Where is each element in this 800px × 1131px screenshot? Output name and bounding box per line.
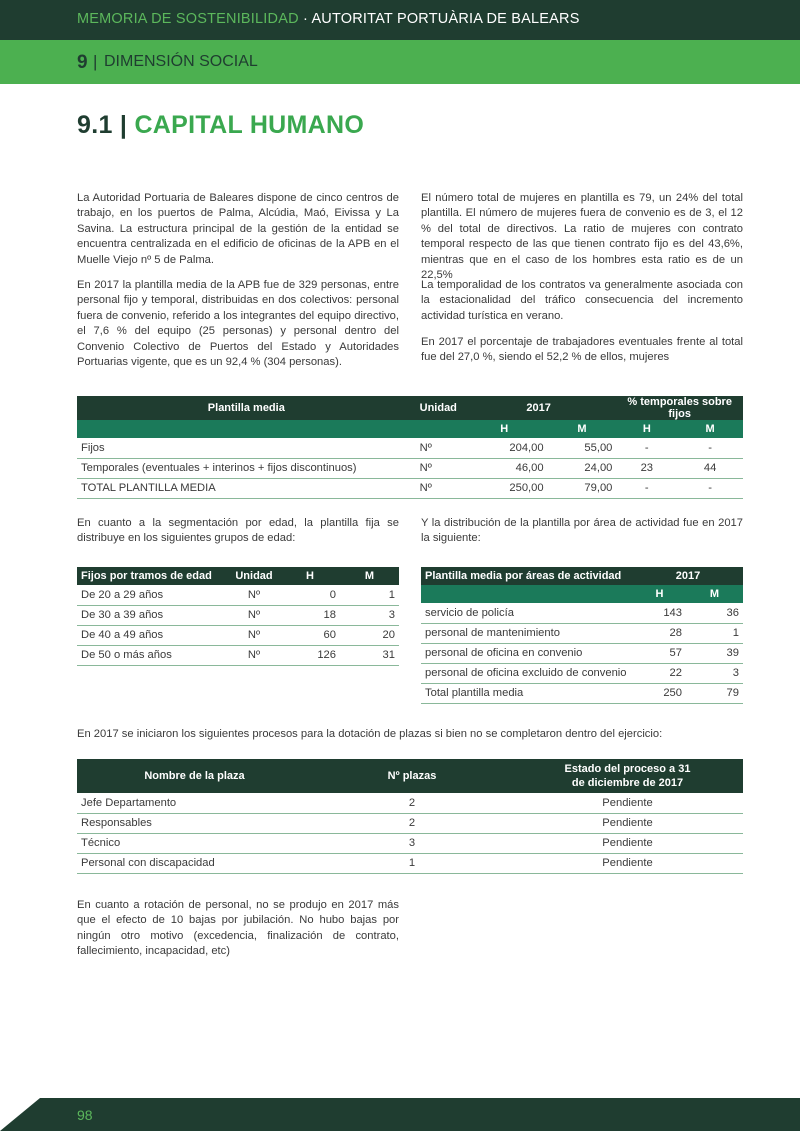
cell: - bbox=[616, 438, 677, 458]
cell: 36 bbox=[686, 603, 743, 623]
rotation-paragraph: En cuanto a rotación de personal, no se produjo en 2017 más que el efecto de 10 bajas por jubilación. No hubo bajas por ningún otro motivo (excedencia, finalización de contrato, fallecimiento, incapacidad, etc) bbox=[77, 899, 399, 958]
table-row bbox=[421, 643, 743, 663]
table-row bbox=[77, 645, 399, 665]
cell: 31 bbox=[340, 645, 399, 665]
intro-paragraph-2: En 2017 la plantilla media de la APB fue de 329 personas, entre personal fijo y temporal, distribuidas en dos colectivos: personal fuera de convenio, referido a los integrantes del equipo directivo, el 7,6 % del equipo (25 personas) y personal dentro del Convenio Colectivo de Puertos del Estado y Autoridades Portuarias vigente, que es un 92,4 % (304 personas). bbox=[77, 279, 399, 369]
table-header-row bbox=[77, 396, 743, 420]
cell: 39 bbox=[686, 643, 743, 663]
cell: De 30 a 39 años bbox=[77, 605, 228, 625]
document-title bbox=[77, 11, 580, 27]
table-row bbox=[77, 833, 743, 853]
column-subheader: M bbox=[686, 585, 743, 603]
cell: Temporales (eventuales + interinos + fijos discontinuos) bbox=[77, 458, 416, 478]
table-subheader-row bbox=[77, 420, 743, 438]
cell: 3 bbox=[312, 833, 512, 853]
table-row bbox=[77, 458, 743, 478]
column-header: Unidad bbox=[228, 567, 280, 585]
cell: 18 bbox=[280, 605, 340, 625]
cell: 3 bbox=[340, 605, 399, 625]
age-segmentation-text: En cuanto a la segmentación por edad, la plantilla fija se distribuye en los siguientes grupos de edad: bbox=[77, 517, 399, 545]
top-header-bar bbox=[0, 0, 800, 40]
subsection-heading bbox=[77, 111, 364, 140]
cell: 46,00 bbox=[461, 458, 548, 478]
report-name: MEMORIA DE SOSTENIBILIDAD bbox=[77, 11, 299, 27]
table-row bbox=[77, 793, 743, 813]
cell: 55,00 bbox=[548, 438, 617, 458]
column-header: Unidad bbox=[416, 396, 461, 420]
column-header: H bbox=[280, 567, 340, 585]
cell: - bbox=[616, 478, 677, 498]
cell: Nº bbox=[228, 605, 280, 625]
table-row bbox=[77, 605, 399, 625]
column-subheader: H bbox=[616, 420, 677, 438]
table-subheader-row bbox=[421, 585, 743, 603]
cell: De 20 a 29 años bbox=[77, 585, 228, 605]
table-header-row bbox=[77, 759, 743, 793]
column-header-line: de diciembre de 2017 bbox=[571, 777, 684, 789]
cell: Técnico bbox=[77, 833, 312, 853]
cell: Nº bbox=[228, 585, 280, 605]
cell: 22 bbox=[633, 663, 686, 683]
cell: 143 bbox=[633, 603, 686, 623]
cell: personal de oficina excluido de convenio bbox=[421, 663, 633, 683]
section-bar bbox=[0, 40, 800, 84]
column-subheader: M bbox=[548, 420, 617, 438]
cell: 250 bbox=[633, 683, 686, 703]
cell: Nº bbox=[416, 458, 461, 478]
cell: 2 bbox=[312, 813, 512, 833]
column-header: % temporales sobre fijos bbox=[616, 396, 743, 420]
cell: 1 bbox=[312, 853, 512, 873]
heading-divider: | bbox=[112, 111, 135, 139]
cell: Nº bbox=[416, 438, 461, 458]
column-subheader: H bbox=[633, 585, 686, 603]
cell: 250,00 bbox=[461, 478, 548, 498]
table-row bbox=[421, 683, 743, 703]
cell: Pendiente bbox=[512, 833, 743, 853]
temporality-paragraph: La temporalidad de los contratos va generalmente asociada con la estacionalidad del tráfico consecuencia del incremento actividad turística en verano. bbox=[421, 279, 743, 322]
plazas-table bbox=[77, 759, 743, 874]
cell: personal de mantenimiento bbox=[421, 623, 633, 643]
cell: Personal con discapacidad bbox=[77, 853, 312, 873]
column-header bbox=[512, 759, 743, 793]
table-row bbox=[77, 438, 743, 458]
cell: 79 bbox=[686, 683, 743, 703]
page-number: 98 bbox=[77, 1107, 93, 1123]
cell: Jefe Departamento bbox=[77, 793, 312, 813]
cell: 0 bbox=[280, 585, 340, 605]
cell: Responsables bbox=[77, 813, 312, 833]
cell: 57 bbox=[633, 643, 686, 663]
cell: 28 bbox=[633, 623, 686, 643]
cell: 126 bbox=[280, 645, 340, 665]
plazas-intro-text: En 2017 se iniciaron los siguientes procesos para la dotación de plazas si bien no se completaron dentro del ejercicio: bbox=[77, 728, 663, 740]
cell: servicio de policía bbox=[421, 603, 633, 623]
cell: 24,00 bbox=[548, 458, 617, 478]
table-header-row bbox=[77, 567, 399, 585]
plantilla-media-table bbox=[77, 396, 743, 499]
intro-paragraph-1: La Autoridad Portuaria de Baleares dispone de cinco centros de trabajo, en los puertos de Palma, Alcúdia, Maó, Eivissa y La Savina. La estructura principal de la gestión de la entidad se encuentra centralizada en el edificio de oficinas de la APB en el Muelle Viejo nº 5 de Palma. bbox=[77, 192, 399, 266]
cell: 3 bbox=[686, 663, 743, 683]
table-row bbox=[77, 585, 399, 605]
column-header: Nombre de la plaza bbox=[77, 759, 312, 793]
cell: personal de oficina en convenio bbox=[421, 643, 633, 663]
title-separator: · bbox=[298, 11, 312, 27]
column-header: 2017 bbox=[461, 396, 616, 420]
subsection-title: CAPITAL HUMANO bbox=[134, 111, 365, 139]
column-header-line: Estado del proceso a 31 bbox=[564, 763, 691, 775]
eventual-paragraph: En 2017 el porcentaje de trabajadores eventuales frente al total fue del 27,0 %, siendo el 52,2 % de ellos, mujeres bbox=[421, 336, 743, 364]
table-header-row bbox=[421, 567, 743, 585]
cell: 79,00 bbox=[548, 478, 617, 498]
footer-stripe bbox=[0, 1098, 40, 1131]
cell: 23 bbox=[616, 458, 677, 478]
column-header: Plantilla media bbox=[77, 396, 416, 420]
cell: 44 bbox=[677, 458, 743, 478]
cell: De 40 a 49 años bbox=[77, 625, 228, 645]
cell: - bbox=[677, 438, 743, 458]
table-row bbox=[421, 663, 743, 683]
cell: Nº bbox=[228, 625, 280, 645]
area-distribution-text: Y la distribución de la plantilla por área de actividad fue en 2017 la siguiente: bbox=[421, 517, 743, 545]
column-header: Plantilla media por áreas de actividad bbox=[421, 567, 633, 585]
column-subheader: H bbox=[461, 420, 548, 438]
table-row bbox=[77, 625, 399, 645]
cell: 1 bbox=[340, 585, 399, 605]
table-row bbox=[77, 478, 743, 498]
section-number: 9 bbox=[77, 52, 88, 73]
table-row bbox=[421, 623, 743, 643]
age-groups-table bbox=[77, 567, 399, 666]
cell: 2 bbox=[312, 793, 512, 813]
cell: TOTAL PLANTILLA MEDIA bbox=[77, 478, 416, 498]
cell: Total plantilla media bbox=[421, 683, 633, 703]
cell: Pendiente bbox=[512, 793, 743, 813]
cell: Fijos bbox=[77, 438, 416, 458]
cell: De 50 o más años bbox=[77, 645, 228, 665]
cell: Nº bbox=[228, 645, 280, 665]
column-header: Fijos por tramos de edad bbox=[77, 567, 228, 585]
column-subheader: M bbox=[677, 420, 743, 438]
cell: 60 bbox=[280, 625, 340, 645]
table-row bbox=[77, 813, 743, 833]
column-header: 2017 bbox=[633, 567, 743, 585]
cell: 204,00 bbox=[461, 438, 548, 458]
table-row bbox=[77, 853, 743, 873]
cell: Pendiente bbox=[512, 813, 743, 833]
cell: Pendiente bbox=[512, 853, 743, 873]
page-footer bbox=[0, 1098, 800, 1131]
column-header: M bbox=[340, 567, 399, 585]
subsection-number: 9.1 bbox=[77, 111, 113, 139]
activity-areas-table bbox=[421, 567, 743, 704]
table-row bbox=[421, 603, 743, 623]
women-paragraph: El número total de mujeres en plantilla es 79, un 24% del total plantilla. El número de mujeres fuera de convenio es de 3, el 12 % del total de directivos. La ratio de mujeres con contrato temporal respecto de las que tienen contrato fijo es del 43,6%, mientras que en el caso de los hombres esta ratio es de un 22,5% bbox=[421, 192, 743, 282]
cell: 20 bbox=[340, 625, 399, 645]
organization-name: AUTORITAT PORTUÀRIA DE BALEARS bbox=[311, 11, 580, 27]
cell: - bbox=[677, 478, 743, 498]
cell: 1 bbox=[686, 623, 743, 643]
section-divider: | bbox=[93, 52, 98, 71]
section-title: DIMENSIÓN SOCIAL bbox=[104, 53, 258, 70]
cell: Nº bbox=[416, 478, 461, 498]
column-header: Nº plazas bbox=[312, 759, 512, 793]
